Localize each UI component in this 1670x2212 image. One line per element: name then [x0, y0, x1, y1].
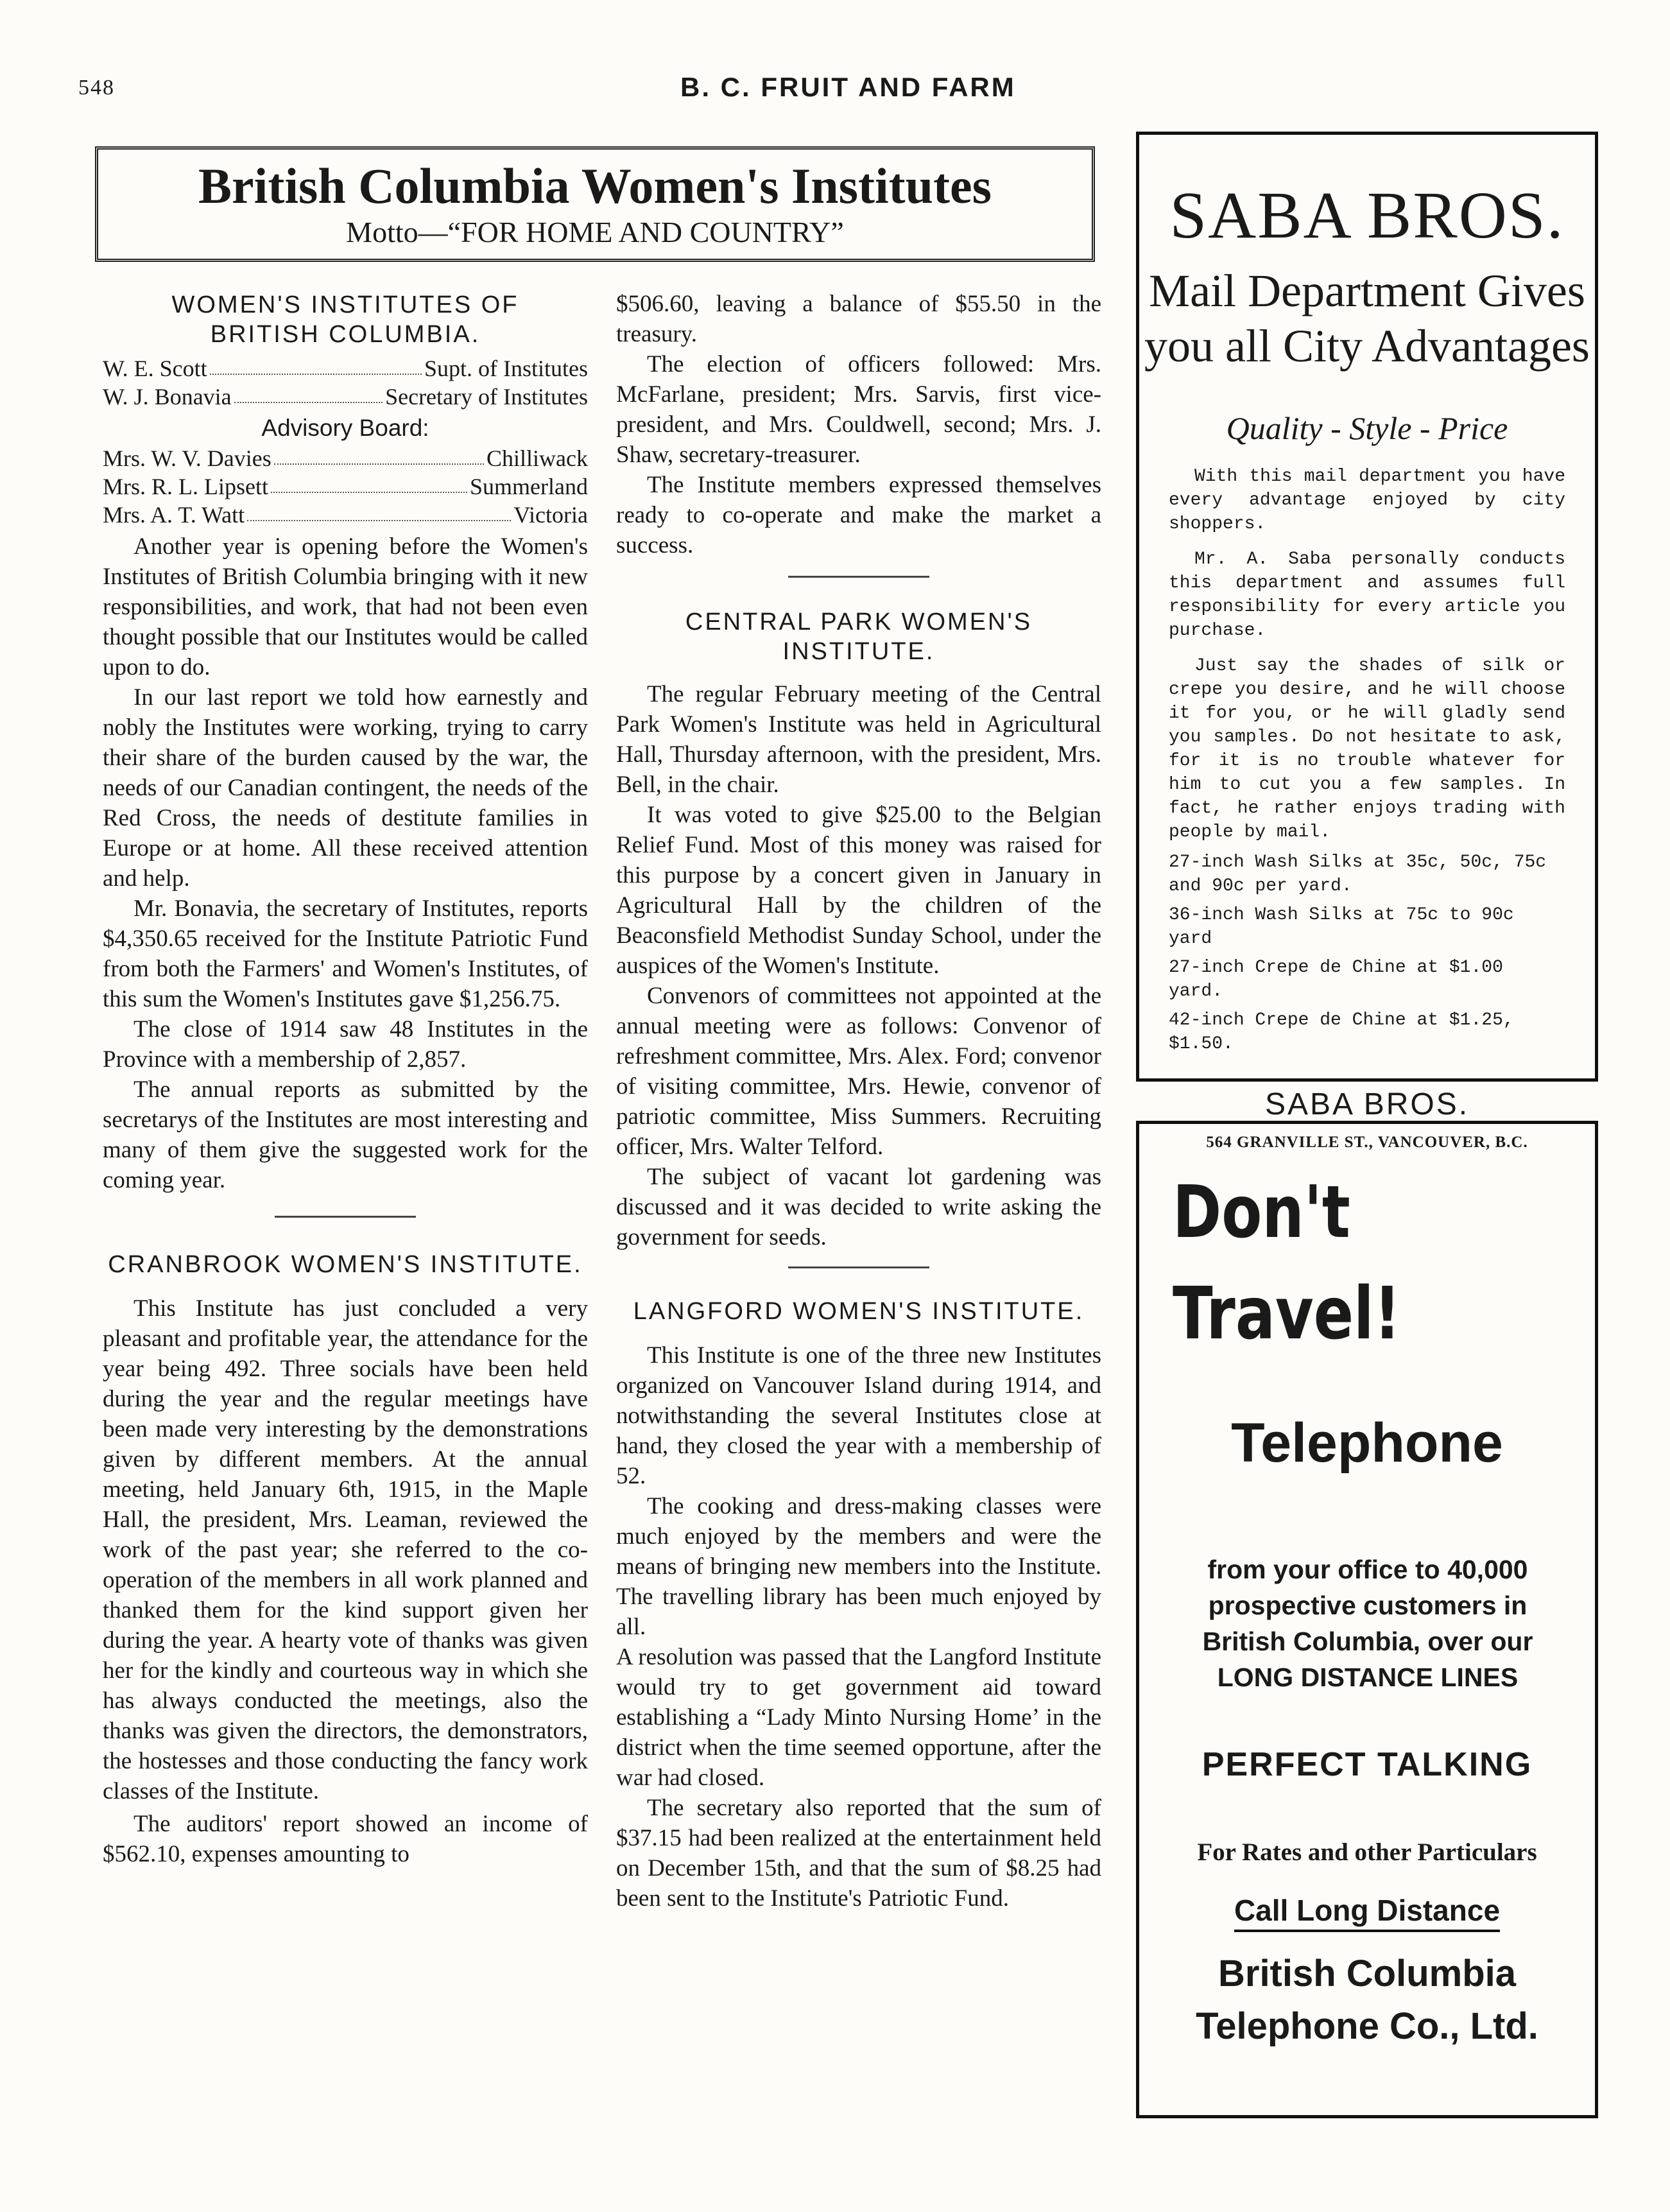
ad-slogan: PERFECT TALKING: [1201, 1746, 1533, 1783]
section-divider: [788, 1266, 929, 1268]
board-name: Mrs. R. L. Lipsett: [103, 474, 268, 499]
ad-paragraph: With this mail department you have every advantage enjoyed by city shoppers.: [1169, 467, 1565, 534]
ad-rates-text: For Rates and other Particulars: [1197, 1838, 1537, 1866]
ad-call-text: [1139, 1893, 1595, 1928]
paragraph: This Institute is one of the three new Institutes organized on Vancouver Island during 1914, and notwithstanding the several Institutes close at hand, they closed the year with a membership of 52.: [616, 1342, 1101, 1489]
ad-tagline: Quality - Style - Price: [1226, 410, 1508, 446]
officer-row: [103, 383, 588, 411]
price-line: 27-inch Crepe de Chine at $1.00 yard.: [1169, 958, 1503, 1001]
section-heading-central-park: CENTRAL PARK WOMEN'S INSTITUTE.: [685, 609, 1033, 665]
board-row: [103, 472, 588, 501]
section-heading-langford: LANGFORD WOMEN'S INSTITUTE.: [633, 1298, 1085, 1325]
price-line: 27-inch Wash Silks at 35c, 50c, 75c and 90c per yard.: [1169, 852, 1547, 896]
section-heading-cranbrook: CRANBROOK WOMEN'S INSTITUTE.: [108, 1251, 583, 1278]
ad-headline: Telephone: [1231, 1412, 1503, 1474]
ad-headline: Travel!: [1173, 1272, 1401, 1356]
paragraph: In our last report we told how earnestly and nobly the Institutes were working, trying to carry their share of the burden caused by the war, the needs of our Canadian contingent, the needs of the Red Cross, the needs of destitute families in Europe or at home. All these received attention and help.: [103, 684, 588, 892]
ad-company-name: British Columbia: [1218, 1953, 1517, 1994]
paragraph: Another year is opening before the Women's Institutes of British Columbia bringing with it new responsibilities, and work, that had not been even thought possible that our Institutes would be called upon to do.: [103, 533, 588, 680]
telephone-advertisement: [1136, 1121, 1598, 2118]
paragraph: This Institute has just concluded a very pleasant and profitable year, the attendance for the year being 492. Three socials have been held during the year and the regular meetings have been made very interesting by the demonstrations given by different members. At the annual meeting, held January 6th, 1915, in the Maple Hall, the president, Mrs. Leaman, reviewed the work of the past year; she referred to the co-operation of the members in all work planned and thanked them for the kind support given her during the year. A hearty vote of thanks was given her for the kindly and courteous way in which she has always conducted the meetings, also the thanks was given the directors, the demonstrators, the hostesses and those conducting the fancy work classes of the Institute.: [103, 1295, 588, 1804]
paragraph: The regular February meeting of the Central Park Women's Institute was held in Agricultural Hall, Thursday afternoon, with the president, Mrs. Bell, in the chair.: [616, 681, 1101, 798]
ad-paragraph: Mr. A. Saba personally conducts this department and assumes full responsibility for every article you purchase.: [1169, 549, 1565, 641]
paragraph: Mr. Bonavia, the secretary of Institutes, reports $4,350.65 received for the Institute Patriotic Fund from both the Farmers' and Women's Institutes, of this sum the Women's Institutes gave $1,256.75.: [103, 895, 588, 1012]
board-name: Mrs. A. T. Watt: [103, 502, 245, 528]
saba-bros-advertisement: [1136, 132, 1598, 1151]
ad-subtitle: Mail Department Gives you all City Advantages: [1144, 265, 1590, 372]
paragraph: The election of officers followed: Mrs. McFarlane, president; Mrs. Sarvis, first vice-president, and Mrs. Couldwell, second; Mrs. J. Shaw, secretary-treasurer.: [616, 351, 1101, 468]
officer-row: [103, 354, 588, 383]
masthead-motto: Motto—“FOR HOME AND COUNTRY”: [346, 216, 844, 248]
board-name: Mrs. W. V. Davies: [103, 445, 271, 471]
ad-address: 564 GRANVILLE ST., VANCOUVER, B.C.: [1206, 1134, 1528, 1151]
ad-call-label: Call Long Distance: [1234, 1894, 1500, 1932]
section-divider: [275, 1216, 416, 1218]
masthead-box: [95, 146, 1095, 262]
officer-name: W. J. Bonavia: [103, 384, 232, 410]
board-row: [103, 444, 588, 472]
paragraph: The subject of vacant lot gardening was discussed and it was decided to write asking the government for seeds.: [616, 1164, 1101, 1250]
column-middle: [616, 289, 1101, 1914]
advisory-board-heading: Advisory Board:: [261, 415, 429, 441]
ad-company-name: Telephone Co., Ltd.: [1196, 2005, 1538, 2047]
section-divider: [788, 576, 929, 578]
paragraph: The Institute members expressed themselves ready to co-operate and make the market a success.: [616, 472, 1101, 558]
ad-headline: Don't: [1173, 1171, 1350, 1254]
ad-paragraph: Just say the shades of silk or crepe you desire, and he will choose it for you, or he will gladly send you samples. Do not hesitate to ask, for it is no trouble whatever for him to cut you a few samples. In fact, he rather enjoys trading with people by mail.: [1169, 656, 1565, 842]
price-line: 36-inch Wash Silks at 75c to 90c yard: [1169, 905, 1514, 949]
paragraph: The secretary also reported that the sum of $37.15 had been realized at the entertainment held on December 15th, and that the sum of $8.25 had been sent to the Institute's Patriotic Fund.: [616, 1795, 1101, 1912]
paragraph: A resolution was passed that the Langford Institute would try to get government aid toward establishing a “Lady Minto Nursing Home’ in the district when the time seemed opportune, after the war had closed.: [616, 1644, 1101, 1791]
paragraph: The close of 1914 saw 48 Institutes in the Province with a membership of 2,857.: [103, 1016, 588, 1073]
paragraph: Convenors of committees not appointed at the annual meeting were as follows: Convenor of refreshment committee, Mrs. Alex. Ford; convenor of visiting committee, Mrs. Hewie, convenor of patriotic committee, Miss Summers. Recruiting officer, Mrs. Walter Telford.: [616, 983, 1101, 1160]
masthead-title: British Columbia Women's Institutes: [198, 158, 992, 214]
paragraph: $506.60, leaving a balance of $55.50 in the treasury.: [616, 291, 1101, 347]
paragraph: It was voted to give $25.00 to the Belgian Relief Fund. Most of this money was raised for this purpose by a concert given in January in Agricultural Hall by the children of the Beaconsfield Methodist Sunday School, under the auspices of the Women's Institute.: [616, 802, 1101, 979]
ad-body: from your office to 40,000 prospective customers in British Columbia, over our LONG DISTANCE LINES: [1202, 1555, 1533, 1692]
officer-role: Supt. of Institutes: [424, 356, 588, 381]
board-row: [103, 501, 588, 529]
running-head: B. C. FRUIT AND FARM: [680, 72, 1016, 102]
paragraph: The cooking and dress-making classes were much enjoyed by the members and were the means of bringing new members into the Institute. The travelling library has been much enjoyed by all.: [616, 1493, 1101, 1640]
ad-footer: SABA BROS.: [1264, 1087, 1470, 1121]
section-heading-wibc: WOMEN'S INSTITUTES OF BRITISH COLUMBIA.: [171, 291, 519, 348]
officer-name: W. E. Scott: [103, 356, 207, 381]
page-number: 548: [78, 76, 115, 99]
column-left: [103, 290, 588, 1869]
officer-role: Secretary of Institutes: [385, 384, 588, 410]
price-line: 42-inch Crepe de Chine at $1.25, $1.50.: [1169, 1010, 1514, 1054]
board-place: Victoria: [513, 502, 588, 528]
ad-title: SABA BROS.: [1169, 178, 1565, 252]
paragraph: The auditors' report showed an income of $562.10, expenses amounting to: [103, 1811, 588, 1867]
paragraph: The annual reports as submitted by the secretarys of the Institutes are most interesting and many of them give the suggested work for the coming year.: [103, 1076, 588, 1193]
board-place: Summerland: [470, 474, 588, 499]
board-place: Chilliwack: [486, 445, 588, 471]
